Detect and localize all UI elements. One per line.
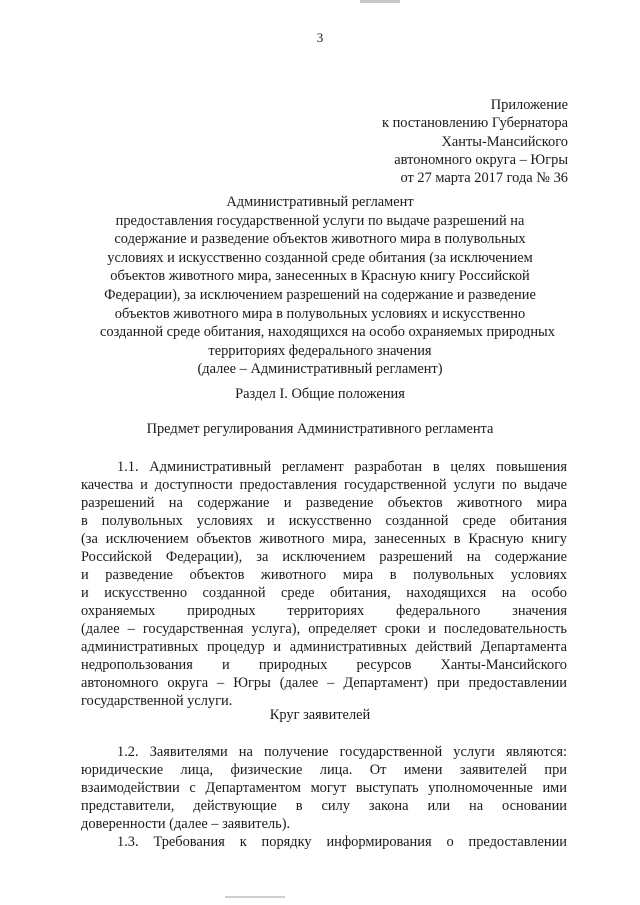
title-line: объектов животного мира в полувольных условиях и искусственно bbox=[114, 305, 526, 322]
paragraph-line: Российской Федерации), за исключением разрешений на содержание bbox=[81, 549, 567, 565]
paragraph-line: административных процедур и административных действий Департамента bbox=[81, 639, 567, 655]
paragraph-line: 1.1. Административный регламент разработан в целях повышения bbox=[117, 459, 567, 475]
approval-block bbox=[382, 96, 568, 187]
paragraph-line: государственной услуги. bbox=[81, 693, 233, 709]
paragraph-line: доверенности (далее – заявитель). bbox=[81, 816, 291, 832]
approval-line: от 27 марта 2017 года № 36 bbox=[400, 170, 568, 187]
paragraph-line: (далее – государственная услуга), определяет сроки и последовательность bbox=[81, 621, 567, 637]
subheading-applicants: Круг заявителей bbox=[269, 707, 371, 723]
paragraph-line: качества и доступности предоставления государственной услуги по выдаче bbox=[81, 477, 567, 493]
paragraph-line: и искусственно созданной среде обитания, находящихся на особо bbox=[81, 585, 567, 601]
approval-line: автономного округа – Югры bbox=[394, 151, 568, 168]
title-line: содержание и разведение объектов животного мира в полувольных bbox=[114, 231, 526, 248]
subheading-subject: Предмет регулирования Административного регламента bbox=[146, 421, 494, 437]
scan-mark-top bbox=[360, 0, 400, 3]
title-line: предоставления государственной услуги по выдаче разрешений на bbox=[115, 212, 525, 229]
paragraph-line: охраняемых природных территориях федерального значения bbox=[81, 603, 567, 619]
paragraph-line: 1.3. Требования к порядку информирования о предоставлении bbox=[117, 834, 567, 850]
paragraph-line: автономного округа – Югры (далее – Департамент) при предоставлении bbox=[81, 675, 567, 691]
paragraph-1-2 bbox=[81, 743, 567, 833]
paragraph-line: (за исключением объектов животного мира, занесенных в Красную книгу bbox=[81, 531, 567, 547]
title-line: объектов животного мира, занесенных в Красную книгу Российской bbox=[110, 268, 530, 285]
title-line: (далее – Административный регламент) bbox=[197, 361, 443, 378]
paragraph-line: и разведение объектов животного мира в полувольных условиях bbox=[81, 567, 567, 583]
paragraph-line: юридические лица, физические лица. От имени заявителей при bbox=[81, 762, 567, 778]
paragraph-line: взаимодействии с Департаментом могут выступать уполномоченные ими bbox=[81, 780, 567, 796]
paragraph-line: недропользования и природных ресурсов Ханты-Мансийского bbox=[81, 657, 567, 673]
approval-line: Ханты-Мансийского bbox=[441, 133, 568, 150]
paragraph-1-3 bbox=[81, 833, 567, 851]
section-heading: Раздел I. Общие положения bbox=[235, 386, 405, 402]
paragraph-line: разрешений на содержание и разведение объектов животного мира bbox=[81, 495, 567, 511]
title-line: Административный регламент bbox=[226, 194, 414, 210]
page-number: 3 bbox=[316, 30, 324, 45]
title-line: Федерации), за исключением разрешений на содержание и разведение bbox=[104, 286, 536, 303]
approval-line: к постановлению Губернатора bbox=[382, 115, 568, 132]
title-line: условиях и искусственно созданной среде обитания (за исключением bbox=[107, 249, 533, 266]
paragraph-1-1 bbox=[81, 458, 567, 710]
title-line: территориях федерального значения bbox=[208, 342, 432, 359]
paragraph-line: 1.2. Заявителями на получение государственной услуги являются: bbox=[117, 744, 567, 760]
scan-mark-bottom bbox=[225, 896, 285, 898]
paragraph-line: в полувольных условиях и искусственно созданной среде обитания bbox=[81, 513, 567, 529]
paragraph-line: представители, действующие в силу закона или на основании bbox=[81, 798, 567, 814]
document-title bbox=[100, 193, 555, 379]
title-line: созданной среде обитания, находящихся на особо охраняемых природных bbox=[100, 324, 555, 341]
approval-line: Приложение bbox=[490, 97, 568, 113]
